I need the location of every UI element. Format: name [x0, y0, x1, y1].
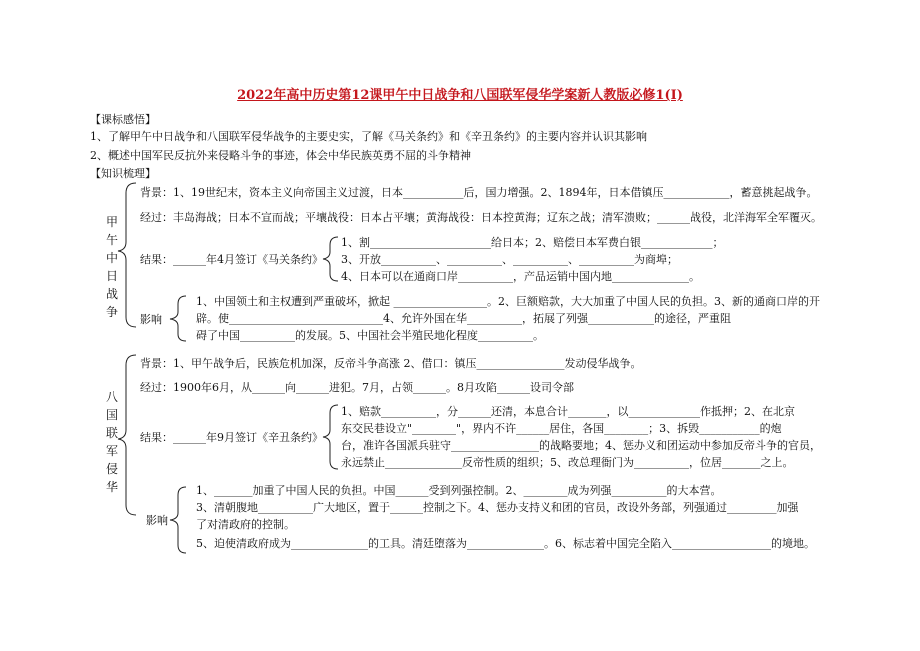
baguo-jingguo: 经过：1900年6月，从______向______进犯。7月，占领______。8月攻陷______设司令部: [140, 381, 574, 394]
jiawu-vertical-label: 甲午中日战争: [105, 215, 118, 319]
kebiao-header: 【课标感悟】: [90, 113, 156, 126]
jiawu-brace: [118, 183, 136, 327]
baguo-jieguo-brace: [323, 405, 338, 469]
baguo-yingxiang-item-3: 了对清政府的控制。: [196, 518, 295, 531]
baguo-yingxiang-label: 影响: [146, 514, 168, 527]
zhishi-header: 【知识梳理】: [90, 167, 156, 180]
jiawu-yingxiang-line-1: 1、中国领土和主权遭到严重破坏，掀起 _________________。2、巨额赔款，大大加重了中国人民的负担。3、新的通商口岸的开: [196, 295, 820, 308]
baguo-jieguo-item-2: 东交民巷设立"________"，界内不许______居住，各国________；3、拆毁___________的炮: [341, 422, 782, 435]
baguo-jieguo-item-4: 永远禁止______________反帝性质的组织；5、改总理衙门为__________，位居_______之上。: [341, 456, 794, 469]
baguo-jieguo-item-1: 1、赔款__________，分______还清，本息合计_______，以_____________作抵押；2、在北京: [341, 405, 795, 418]
jiawu-yingxiang-brace: [170, 296, 186, 341]
baguo-brace: [118, 355, 136, 515]
jiawu-yingxiang-line-2: 辟。使____________________________4、允许外国在华__________，拓展了列强____________的途径，严重阻: [196, 312, 731, 325]
page-title: 2022年高中历史第12课甲午中日战争和八国联军侵华学案新人教版必修1(I): [237, 88, 683, 103]
baguo-yingxiang-item-2: 3、清朝腹地__________广大地区，置于______控制之下。4、惩办支持义和团的官员，改设外务部，列强通过_________加强: [196, 501, 799, 514]
jiawu-jieguo-item-2: 3、开放__________、__________、__________、__________为商埠；: [341, 253, 678, 266]
jiawu-jieguo-item-3: 4、日本可以在通商口岸__________，产品运销中国内地______________。: [341, 270, 700, 283]
kebiao-item-2: 2、概述中国军民反抗外来侵略斗争的事迹，体会中华民族英勇不屈的斗争精神: [90, 149, 471, 162]
kebiao-item-1: 1、了解甲午中日战争和八国联军侵华战争的主要史实，了解《马关条约》和《辛丑条约》的主要内容并认识其影响: [90, 130, 647, 143]
jiawu-beijing: 背景：1、19世纪末，资本主义向帝国主义过渡，日本___________后，国力增强。2、1894年，日本借镇压____________，蓄意挑起战争。: [140, 186, 818, 199]
jiawu-jingguo: 经过：丰岛海战；日本不宣而战；平壤战役：日本占平壤；黄海战役：日本控黄海；辽东之战；清军溃败；______战役，北洋海军全军覆灭。: [140, 211, 822, 224]
baguo-vertical-label: 八国联军侵华: [105, 390, 118, 494]
baguo-beijing: 背景：1、甲午战争后，民族危机加深，反帝斗争高涨 2、借口：镇压________________发动侵华战争。: [140, 357, 642, 370]
baguo-yingxiang-item-4: 5、迫使清政府成为______________的工具。清廷堕落为______________。6、标志着中国完全陷入__________________的境地。: [196, 537, 815, 550]
jiawu-jieguo-item-1: 1、割______________________给日本；2、赔偿日本军费白银_____________；: [341, 236, 724, 249]
jiawu-jieguo-brace: [323, 237, 338, 281]
jiawu-jieguo-label: 结果：______年4月签订《马关条约》: [140, 253, 323, 266]
jiawu-yingxiang-label: 影响: [140, 313, 162, 326]
baguo-yingxiang-brace: [170, 487, 186, 553]
baguo-jieguo-item-3: 台，准许各国派兵驻守________________的战略要地；4、惩办义和团运动中参加反帝斗争的官员，: [341, 439, 821, 452]
baguo-jieguo-label: 结果：______年9月签订《辛丑条约》: [140, 431, 323, 444]
jiawu-yingxiang-line-3: 碍了中国__________的发展。5、中国社会半殖民地化程度__________。: [196, 329, 544, 342]
baguo-yingxiang-item-1: 1、_______加重了中国人民的负担。中国______受到列强控制。2、________成为列强__________的大本营。: [196, 484, 722, 497]
